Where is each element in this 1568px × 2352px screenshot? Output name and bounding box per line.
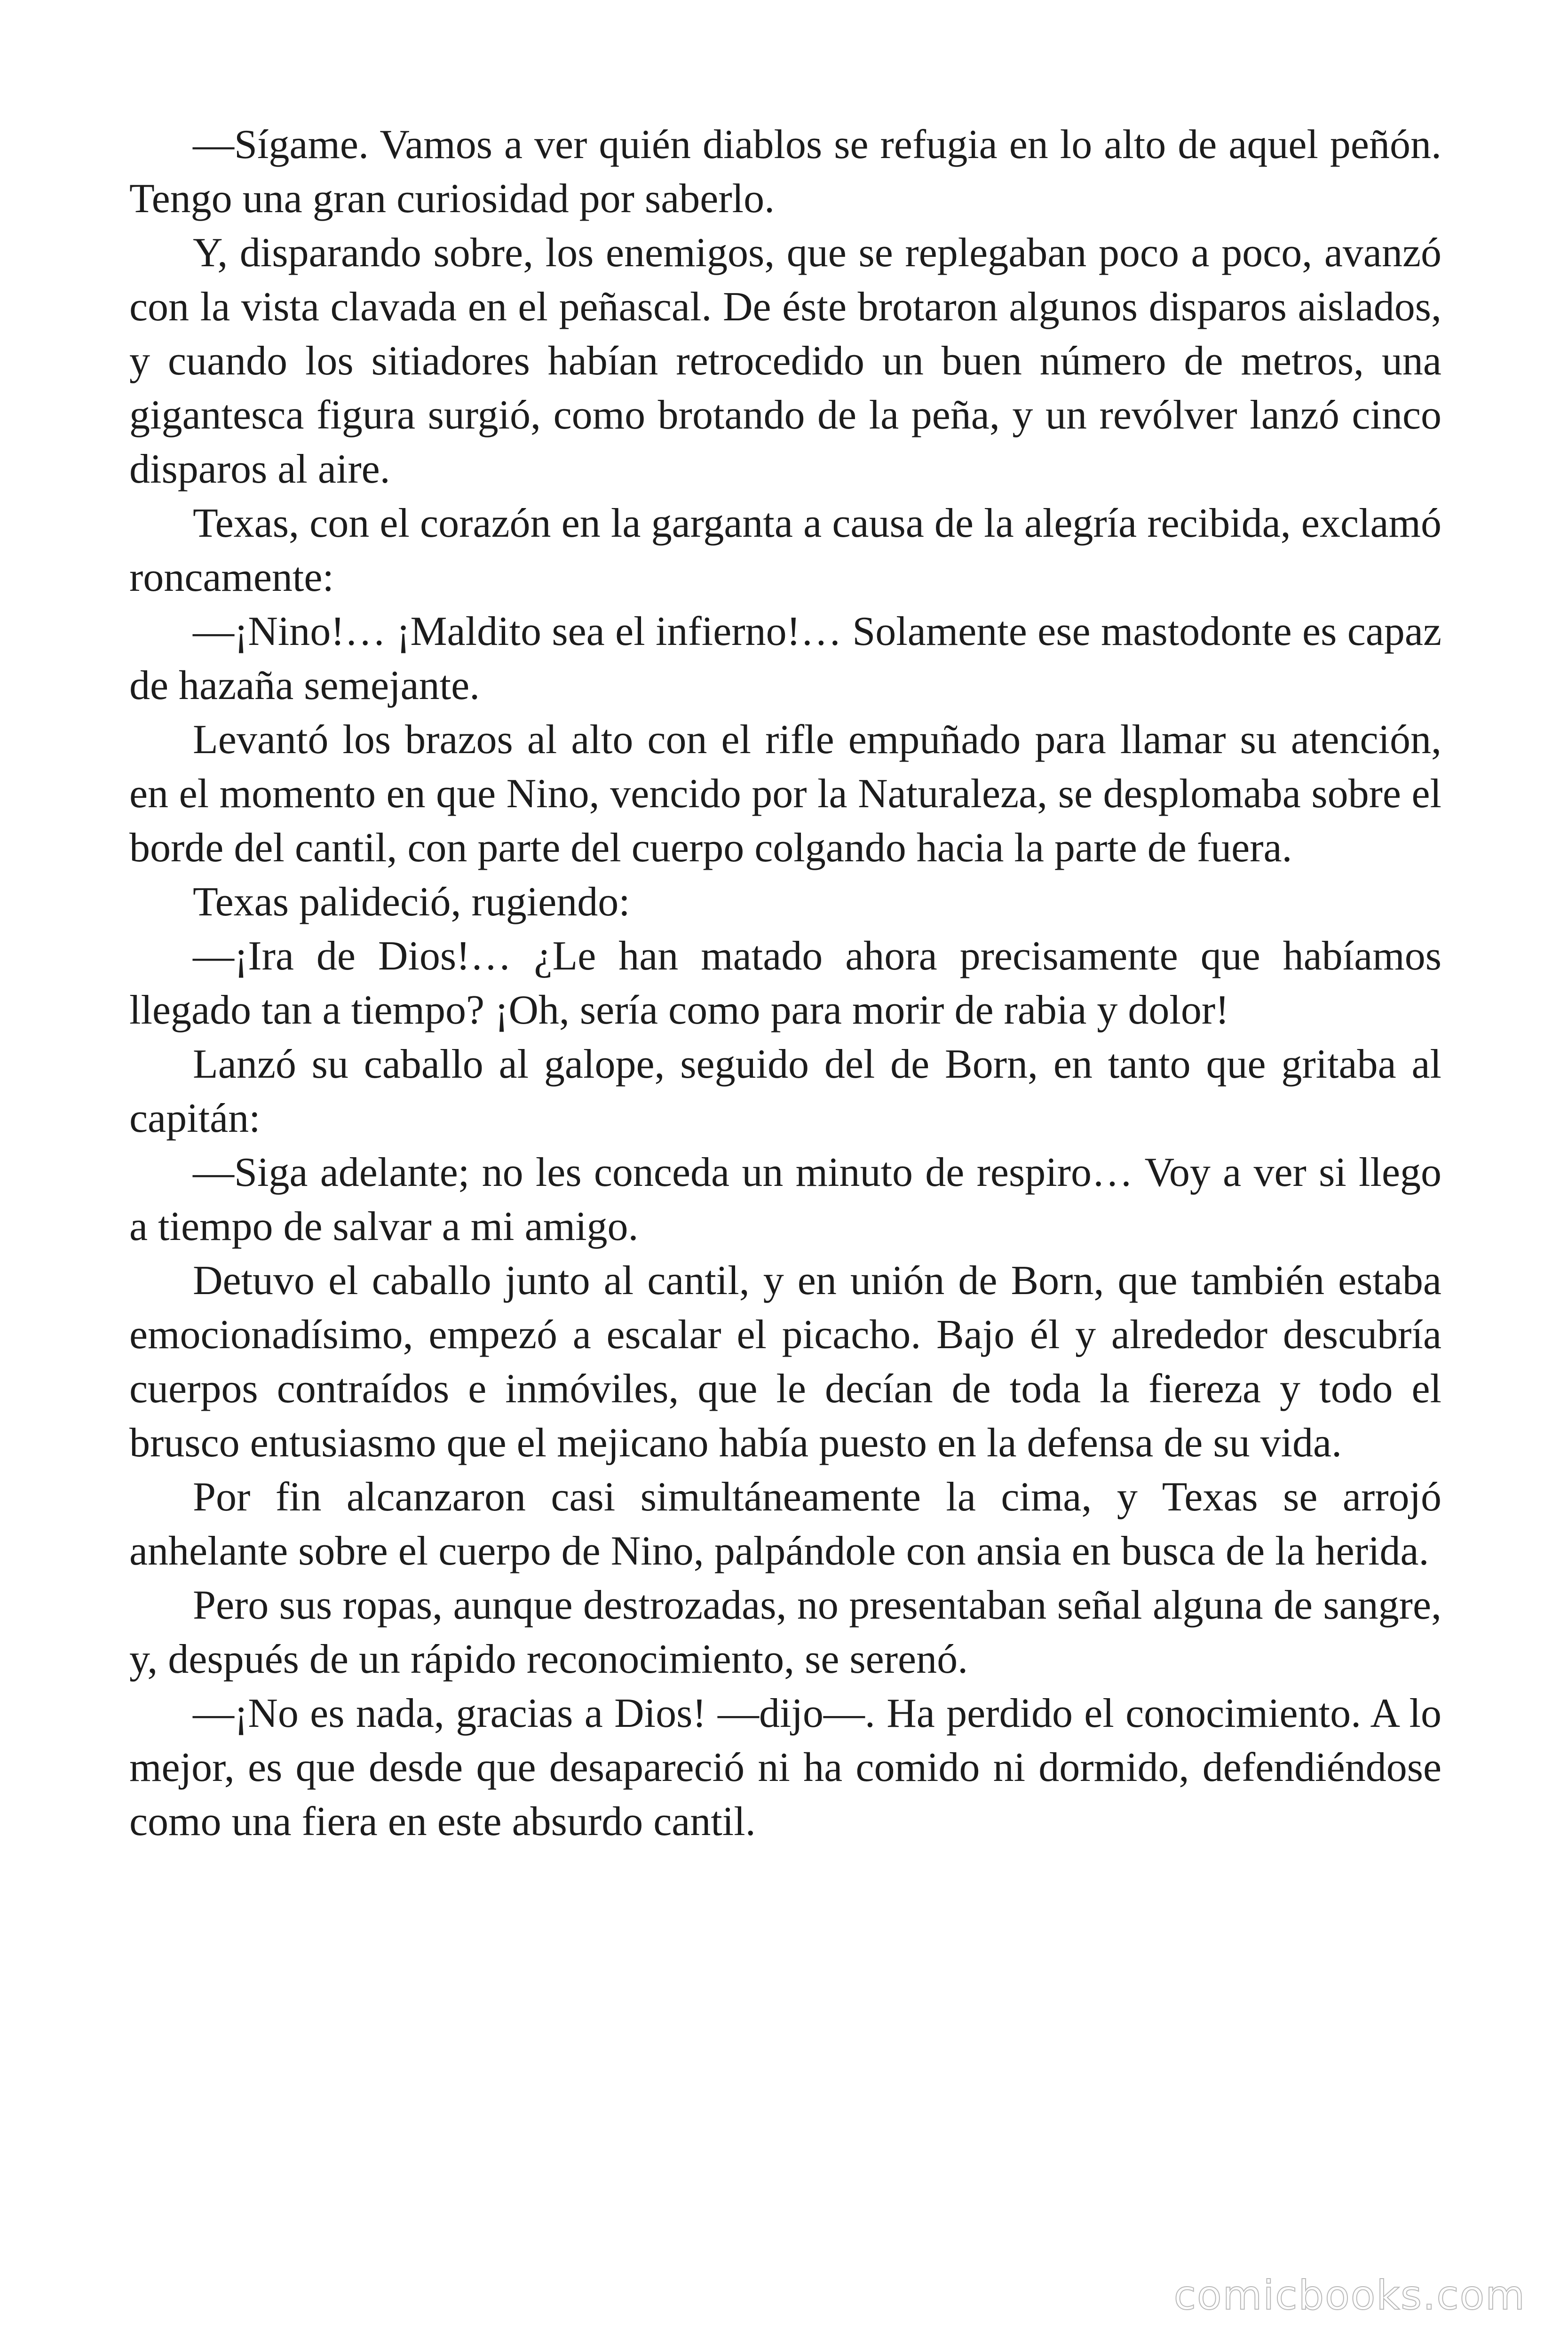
book-page xyxy=(129,118,1441,2187)
page-text xyxy=(129,118,1441,1849)
paragraph: Levantó los brazos al alto con el rifle empuñado para llamar su atención, en el momento en que Nino, vencido por la Naturaleza, se desplomaba sobre el borde del cantil, con parte del cuerpo colgando hacia la parte de fuera. xyxy=(129,717,1441,871)
paragraph: Pero sus ropas, aunque destrozadas, no presentaban señal alguna de sangre, y, después de un rápido reconocimiento, se serenó. xyxy=(129,1582,1441,1682)
paragraph: Y, disparando sobre, los enemigos, que se replegaban poco a poco, avanzó con la vista clavada en el peñascal. De éste brotaron algunos disparos aislados, y cuando los sitiadores habían retrocedido un buen número de metros, una gigantesca figura surgió, como brotando de la peña, y un revólver lanzó cinco disparos al aire. xyxy=(129,230,1441,492)
paragraph: —Sígame. Vamos a ver quién diablos se refugia en lo alto de aquel peñón. Tengo una gran curiosidad por saberlo. xyxy=(129,122,1441,222)
paragraph: Texas palideció, rugiendo: xyxy=(193,879,630,925)
paragraph: Detuvo el caballo junto al cantil, y en unión de Born, que también estaba emocionadísimo, empezó a escalar el picacho. Bajo él y alrededor descubría cuerpos contraídos e inmóviles, que le decían de toda la fiereza y todo el brusco entusiasmo que el mejicano había puesto en la defensa de su vida. xyxy=(129,1258,1441,1466)
paragraph: Lanzó su caballo al galope, seguido del de Born, en tanto que gritaba al capitán: xyxy=(129,1041,1441,1141)
paragraph: —Siga adelante; no les conceda un minuto de respiro… Voy a ver si llego a tiempo de salvar a mi amigo. xyxy=(129,1150,1441,1249)
paragraph: —¡No es nada, gracias a Dios! —dijo—. Ha perdido el conocimiento. A lo mejor, es que desde que desapareció ni ha comido ni dormido, defendiéndose como una fiera en este absurdo cantil. xyxy=(129,1691,1441,1844)
paragraph: Texas, con el corazón en la garganta a causa de la alegría recibida, exclamó roncamente: xyxy=(129,501,1441,600)
paragraph: —¡Ira de Dios!… ¿Le han matado ahora precisamente que habíamos llegado tan a tiempo? ¡Oh, sería como para morir de rabia y dolor! xyxy=(129,933,1441,1033)
watermark: comicbooks.com xyxy=(1173,2272,1526,2319)
paragraph: Por fin alcanzaron casi simultáneamente la cima, y Texas se arrojó anhelante sobre el cuerpo de Nino, palpándole con ansia en busca de la herida. xyxy=(129,1474,1441,1574)
paragraph: —¡Nino!… ¡Maldito sea el infierno!… Solamente ese mastodonte es capaz de hazaña semejante. xyxy=(129,609,1441,708)
